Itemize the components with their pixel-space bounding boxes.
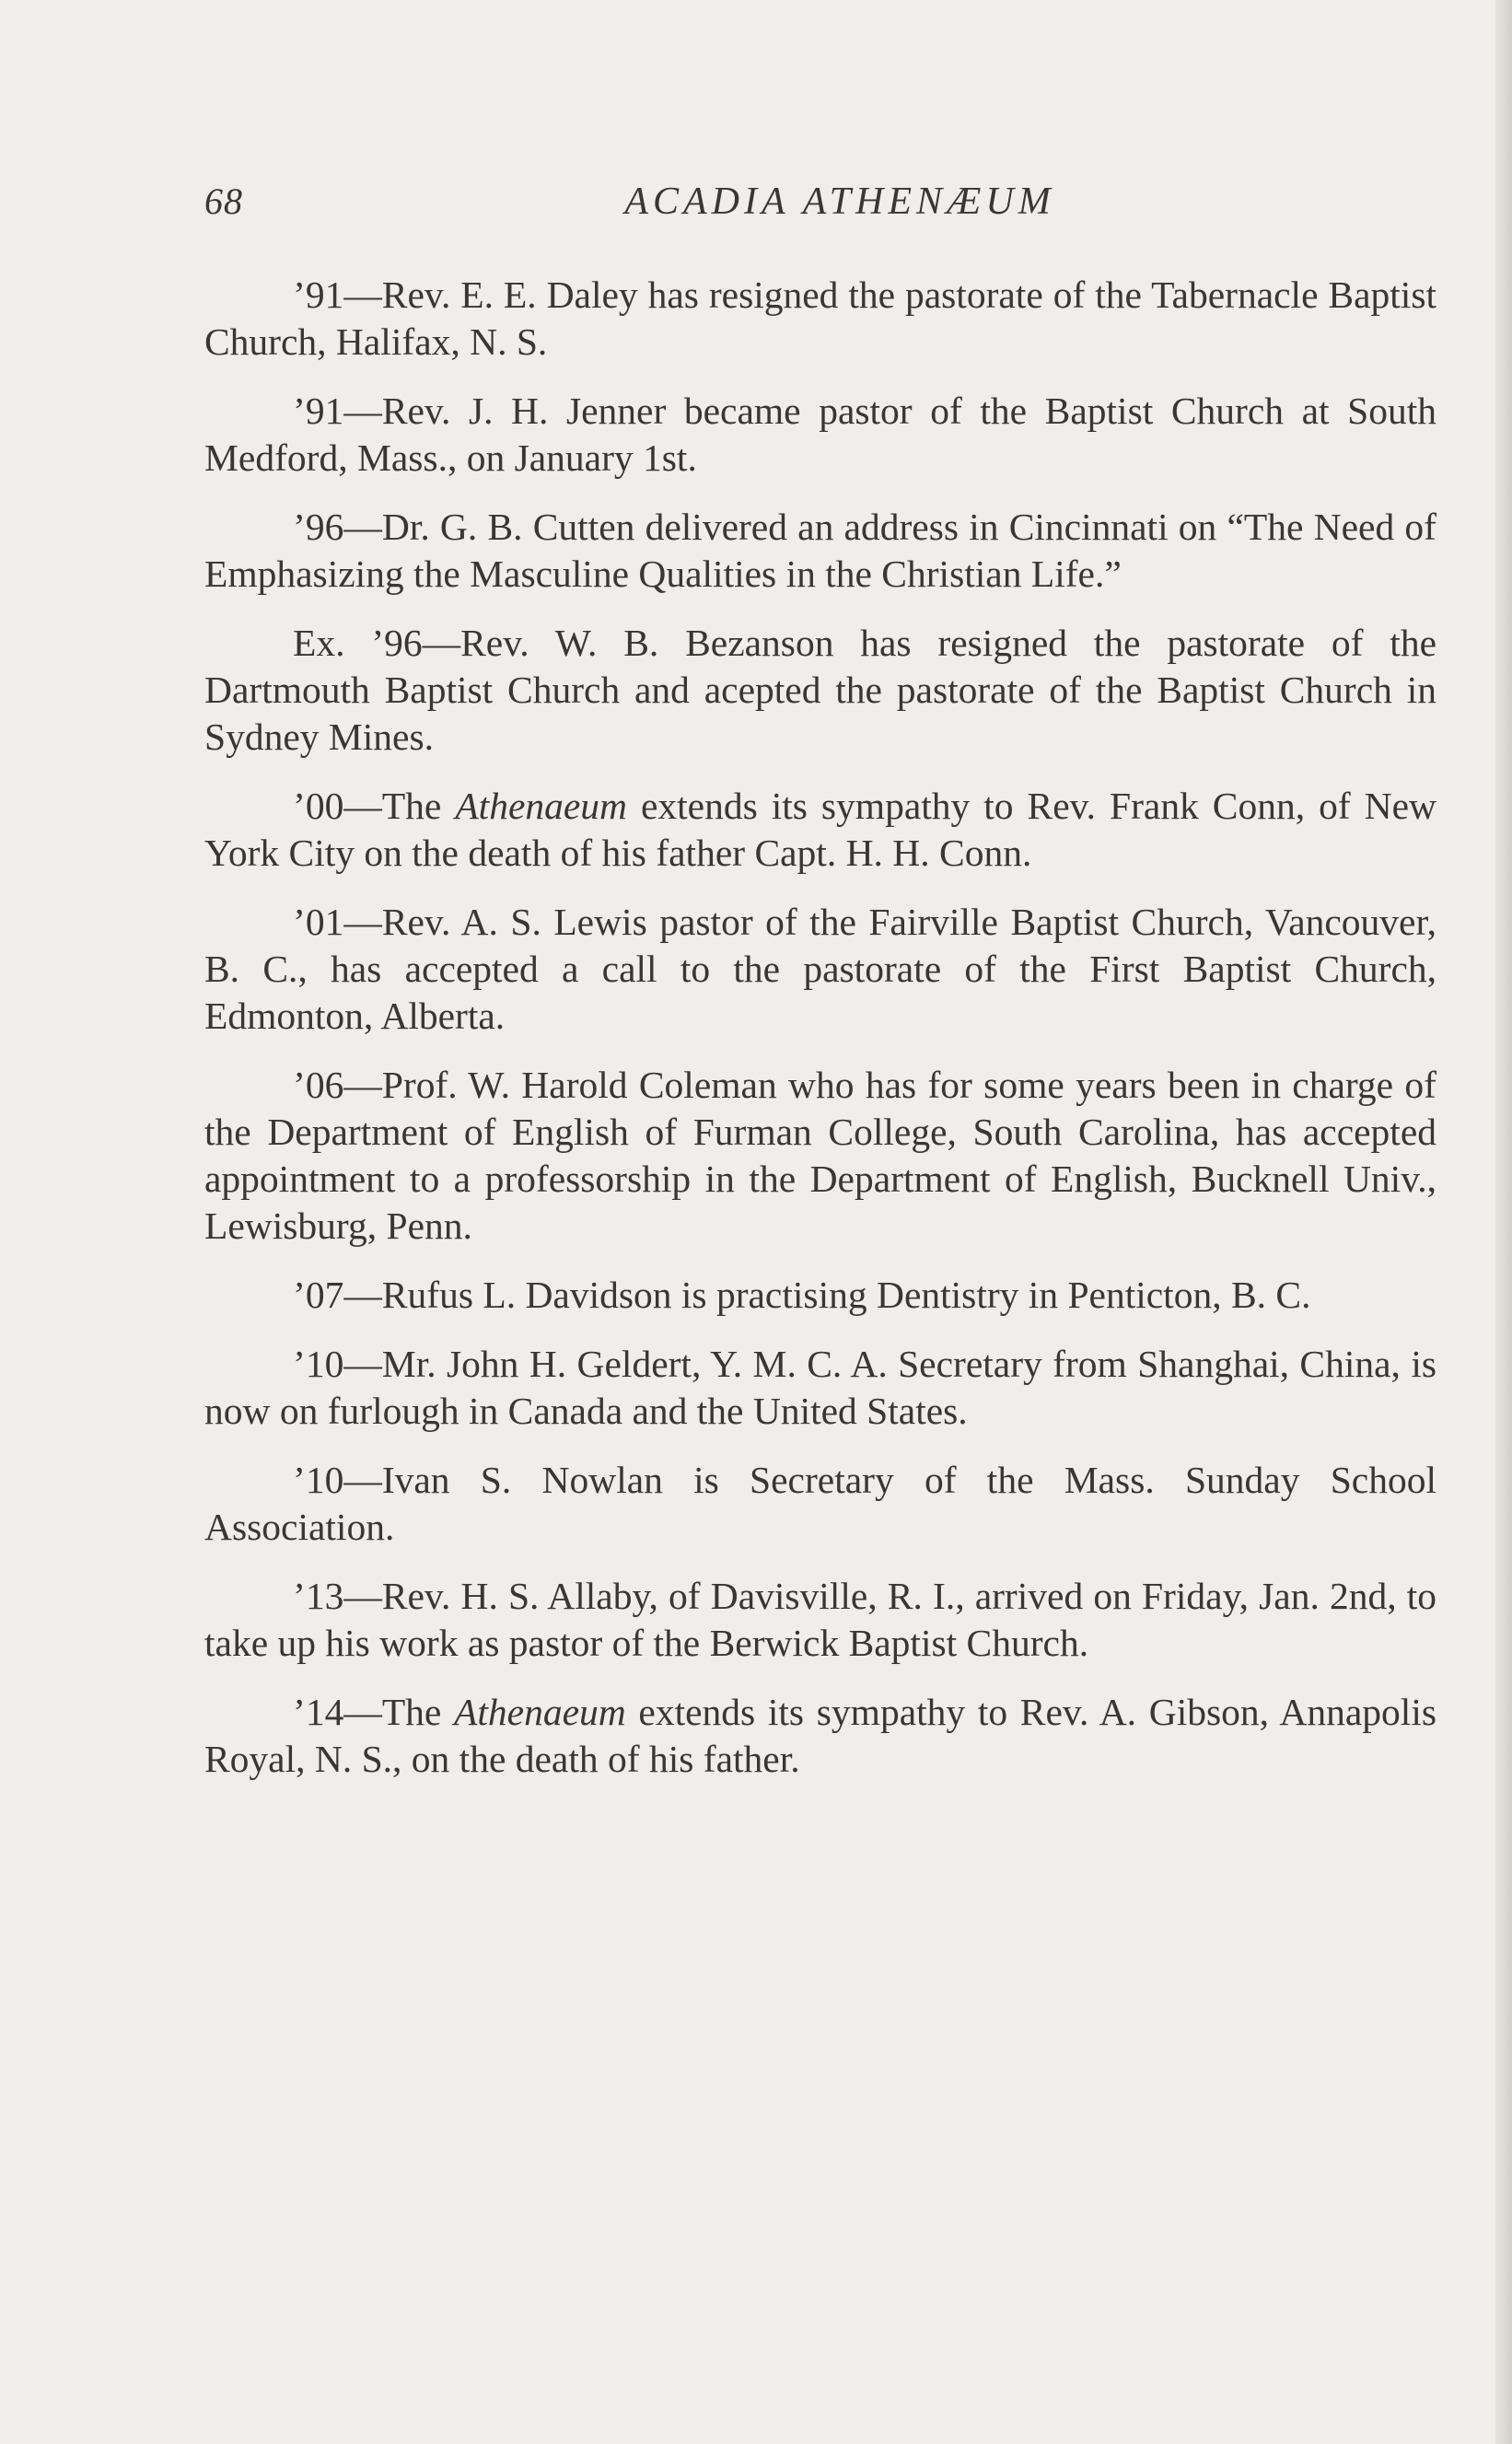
alumni-note: ’10—Ivan S. Nowlan is Secretary of the Mass. Sunday School Association. — [204, 1459, 1436, 1548]
alumni-note: ’91—Rev. E. E. Daley has resigned the pastorate of the Tabernacle Baptist Church, Halifax, N. S. — [204, 273, 1436, 363]
alumni-note: ’91—Rev. J. H. Jenner became pastor of the Baptist Church at South Medford, Mass., on January 1st. — [204, 390, 1436, 479]
note-text: ’00—The — [293, 785, 456, 827]
page-number: 68 — [204, 180, 243, 222]
periodical-title: Athenaeum — [454, 1691, 626, 1733]
note-text: ’14—The — [293, 1691, 455, 1733]
alumni-note: ’13—Rev. H. S. Allaby, of Davisville, R. I., arrived on Friday, Jan. 2nd, to take up his work as pastor of the Berwick Baptist Church. — [204, 1575, 1436, 1664]
note-text: extends its sympathy to Rev. A. Gibson, Annapolis Royal, N. S., on the death of his father. — [204, 1691, 1437, 1780]
page-header — [204, 180, 1438, 235]
page-body — [204, 272, 1436, 1805]
alumni-note: Ex. ’96—Rev. W. B. Bezanson has resigned the pastorate of the Dartmouth Baptist Church and acepted the pastorate of the Baptist Church in Sydney Mines. — [204, 622, 1436, 758]
alumni-note: ’06—Prof. W. Harold Coleman who has for some years been in charge of the Department of English of Furman College, South Carolina, has accepted appointment to a professorship in the Department of English, Bucknell Univ., Lewisburg, Penn. — [204, 1064, 1436, 1247]
alumni-note: ’10—Mr. John H. Geldert, Y. M. C. A. Secretary from Shanghai, China, is now on furlough in Canada and the United States. — [204, 1343, 1436, 1432]
page-edge — [1495, 0, 1512, 2444]
running-head: ACADIA ATHENÆUM — [624, 180, 1055, 223]
alumni-note — [204, 1689, 1436, 1783]
periodical-title: Athenaeum — [455, 785, 628, 827]
alumni-note: ’07—Rufus L. Davidson is practising Dentistry in Penticton, B. C. — [293, 1274, 1311, 1316]
alumni-note: ’01—Rev. A. S. Lewis pastor of the Fairville Baptist Church, Vancouver, B. C., has accepted a call to the pastorate of the First Baptist Church, Edmonton, Alberta. — [204, 901, 1436, 1037]
note-text: extends its sympathy to Rev. Frank Conn, of New York City on the death of his father Capt. H. H. Conn. — [204, 785, 1436, 874]
alumni-note: ’96—Dr. G. B. Cutten delivered an address in Cincinnati on “The Need of Emphasizing the Masculine Qualities in the Christian Life.” — [204, 506, 1436, 595]
alumni-note — [204, 783, 1436, 877]
